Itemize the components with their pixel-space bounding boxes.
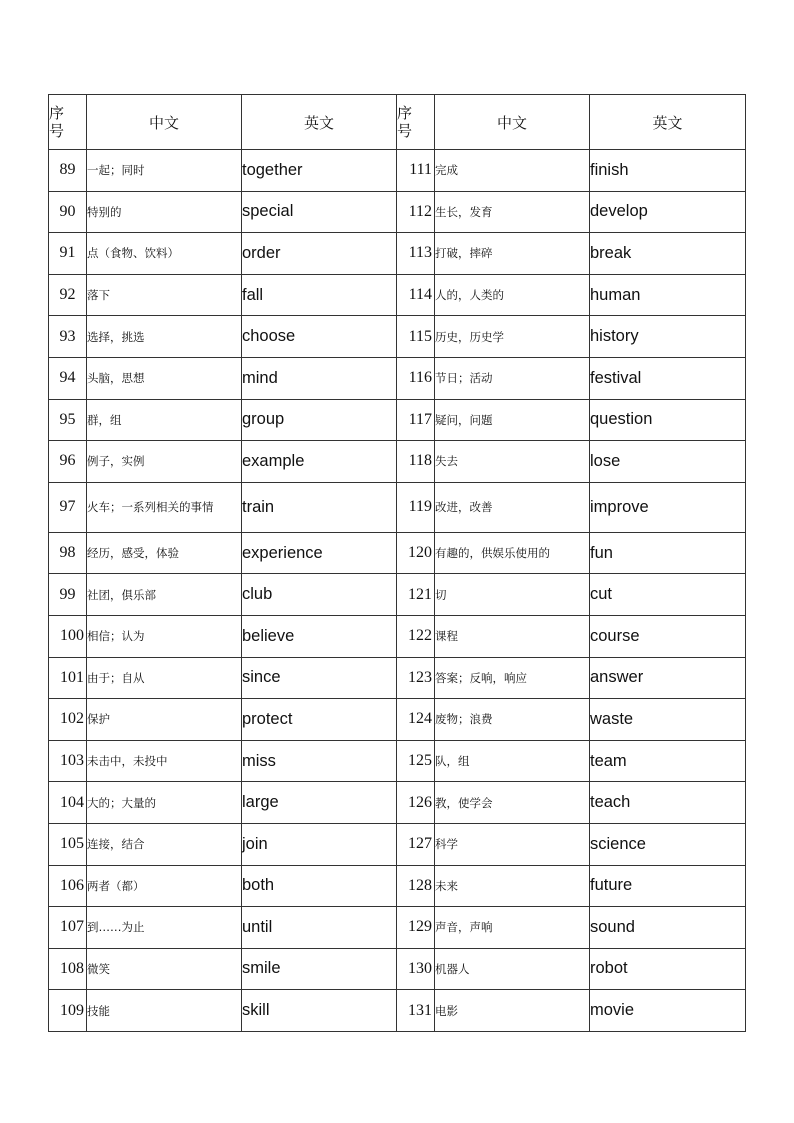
chinese-meaning: 人的，人类的 (435, 274, 590, 316)
word-number: 93 (49, 316, 87, 358)
chinese-meaning: 技能 (87, 990, 242, 1032)
word-number: 99 (49, 574, 87, 616)
english-word: course (590, 615, 746, 657)
english-word: special (242, 191, 397, 233)
english-word: break (590, 233, 746, 275)
word-number: 119 (397, 482, 435, 532)
table-row (49, 865, 746, 907)
chinese-meaning: 大的；大量的 (87, 782, 242, 824)
chinese-meaning: 经历，感受，体验 (87, 532, 242, 574)
header-number-bottom: 号 (49, 122, 65, 140)
english-word: improve (590, 482, 746, 532)
chinese-meaning: 课程 (435, 615, 590, 657)
english-word: waste (590, 699, 746, 741)
table-row (49, 615, 746, 657)
english-word: group (242, 399, 397, 441)
english-word: smile (242, 948, 397, 990)
table-row (49, 357, 746, 399)
english-word: sound (590, 907, 746, 949)
header-number-top: 序 (397, 104, 413, 122)
word-number: 122 (397, 615, 435, 657)
table-row (49, 699, 746, 741)
english-word: believe (242, 615, 397, 657)
english-word: since (242, 657, 397, 699)
header-number-right (397, 95, 435, 150)
chinese-meaning: 选择，挑选 (87, 316, 242, 358)
chinese-meaning: 保护 (87, 699, 242, 741)
english-word: future (590, 865, 746, 907)
word-number: 129 (397, 907, 435, 949)
english-word: festival (590, 357, 746, 399)
chinese-meaning: 未来 (435, 865, 590, 907)
table-row (49, 782, 746, 824)
chinese-meaning: 到……为止 (87, 907, 242, 949)
word-number: 109 (49, 990, 87, 1032)
english-word: choose (242, 316, 397, 358)
chinese-meaning: 落下 (87, 274, 242, 316)
chinese-meaning: 火车；一系列相关的事情 (87, 482, 242, 532)
vocabulary-table (48, 94, 746, 1032)
table-row (49, 657, 746, 699)
english-word: large (242, 782, 397, 824)
word-number: 116 (397, 357, 435, 399)
header-english-left: 英文 (242, 95, 397, 150)
chinese-meaning: 例子，实例 (87, 441, 242, 483)
word-number: 112 (397, 191, 435, 233)
chinese-meaning: 声音，声响 (435, 907, 590, 949)
table-row (49, 316, 746, 358)
chinese-meaning: 有趣的，供娱乐使用的 (435, 532, 590, 574)
table-row (49, 907, 746, 949)
word-number: 102 (49, 699, 87, 741)
chinese-meaning: 打破，摔碎 (435, 233, 590, 275)
english-word: fun (590, 532, 746, 574)
english-word: club (242, 574, 397, 616)
english-word: question (590, 399, 746, 441)
english-word: finish (590, 150, 746, 192)
word-number: 111 (397, 150, 435, 192)
english-word: lose (590, 441, 746, 483)
word-number: 101 (49, 657, 87, 699)
chinese-meaning: 队，组 (435, 740, 590, 782)
chinese-meaning: 废物；浪费 (435, 699, 590, 741)
word-number: 98 (49, 532, 87, 574)
table-row (49, 482, 746, 532)
word-number: 114 (397, 274, 435, 316)
word-number: 89 (49, 150, 87, 192)
chinese-meaning: 切 (435, 574, 590, 616)
english-word: science (590, 823, 746, 865)
chinese-meaning: 生长，发育 (435, 191, 590, 233)
table-row (49, 191, 746, 233)
english-word: miss (242, 740, 397, 782)
english-word: movie (590, 990, 746, 1032)
word-number: 100 (49, 615, 87, 657)
english-word: answer (590, 657, 746, 699)
word-number: 91 (49, 233, 87, 275)
english-word: until (242, 907, 397, 949)
table-row (49, 740, 746, 782)
chinese-meaning: 改进，改善 (435, 482, 590, 532)
chinese-meaning: 特别的 (87, 191, 242, 233)
english-word: team (590, 740, 746, 782)
table-row (49, 399, 746, 441)
word-number: 108 (49, 948, 87, 990)
word-number: 97 (49, 482, 87, 532)
table-row (49, 441, 746, 483)
chinese-meaning: 微笑 (87, 948, 242, 990)
english-word: teach (590, 782, 746, 824)
english-word: together (242, 150, 397, 192)
header-chinese-right: 中文 (435, 95, 590, 150)
word-number: 92 (49, 274, 87, 316)
word-number: 107 (49, 907, 87, 949)
chinese-meaning: 失去 (435, 441, 590, 483)
header-number-left (49, 95, 87, 150)
table-header-row (49, 95, 746, 150)
chinese-meaning: 疑问，问题 (435, 399, 590, 441)
word-number: 124 (397, 699, 435, 741)
english-word: both (242, 865, 397, 907)
english-word: protect (242, 699, 397, 741)
word-number: 123 (397, 657, 435, 699)
word-number: 118 (397, 441, 435, 483)
word-number: 94 (49, 357, 87, 399)
word-number: 105 (49, 823, 87, 865)
word-number: 120 (397, 532, 435, 574)
chinese-meaning: 两者（都） (87, 865, 242, 907)
table-row (49, 233, 746, 275)
english-word: train (242, 482, 397, 532)
word-number: 90 (49, 191, 87, 233)
header-english-right: 英文 (590, 95, 746, 150)
chinese-meaning: 电影 (435, 990, 590, 1032)
word-number: 127 (397, 823, 435, 865)
english-word: robot (590, 948, 746, 990)
english-word: skill (242, 990, 397, 1032)
table-row (49, 574, 746, 616)
header-chinese-left: 中文 (87, 95, 242, 150)
word-number: 126 (397, 782, 435, 824)
word-number: 103 (49, 740, 87, 782)
table-row (49, 274, 746, 316)
chinese-meaning: 机器人 (435, 948, 590, 990)
english-word: order (242, 233, 397, 275)
word-number: 115 (397, 316, 435, 358)
english-word: join (242, 823, 397, 865)
english-word: fall (242, 274, 397, 316)
chinese-meaning: 未击中，未投中 (87, 740, 242, 782)
table-row (49, 532, 746, 574)
word-number: 95 (49, 399, 87, 441)
chinese-meaning: 群，组 (87, 399, 242, 441)
table-row (49, 150, 746, 192)
word-number: 106 (49, 865, 87, 907)
word-number: 125 (397, 740, 435, 782)
english-word: human (590, 274, 746, 316)
word-number: 113 (397, 233, 435, 275)
english-word: experience (242, 532, 397, 574)
chinese-meaning: 节日；活动 (435, 357, 590, 399)
word-number: 130 (397, 948, 435, 990)
chinese-meaning: 历史，历史学 (435, 316, 590, 358)
chinese-meaning: 相信；认为 (87, 615, 242, 657)
word-number: 131 (397, 990, 435, 1032)
header-number-top: 序 (49, 104, 65, 122)
chinese-meaning: 社团，俱乐部 (87, 574, 242, 616)
chinese-meaning: 一起；同时 (87, 150, 242, 192)
chinese-meaning: 答案；反响，响应 (435, 657, 590, 699)
chinese-meaning: 头脑，思想 (87, 357, 242, 399)
word-number: 121 (397, 574, 435, 616)
chinese-meaning: 点（食物、饮料） (87, 233, 242, 275)
table-body (49, 150, 746, 1032)
header-number-bottom: 号 (397, 122, 413, 140)
english-word: develop (590, 191, 746, 233)
chinese-meaning: 连接，结合 (87, 823, 242, 865)
table-row (49, 948, 746, 990)
word-number: 104 (49, 782, 87, 824)
word-number: 96 (49, 441, 87, 483)
english-word: mind (242, 357, 397, 399)
chinese-meaning: 完成 (435, 150, 590, 192)
chinese-meaning: 教，使学会 (435, 782, 590, 824)
word-number: 128 (397, 865, 435, 907)
table-row (49, 823, 746, 865)
english-word: example (242, 441, 397, 483)
chinese-meaning: 由于；自从 (87, 657, 242, 699)
word-number: 117 (397, 399, 435, 441)
table-row (49, 990, 746, 1032)
english-word: cut (590, 574, 746, 616)
chinese-meaning: 科学 (435, 823, 590, 865)
english-word: history (590, 316, 746, 358)
